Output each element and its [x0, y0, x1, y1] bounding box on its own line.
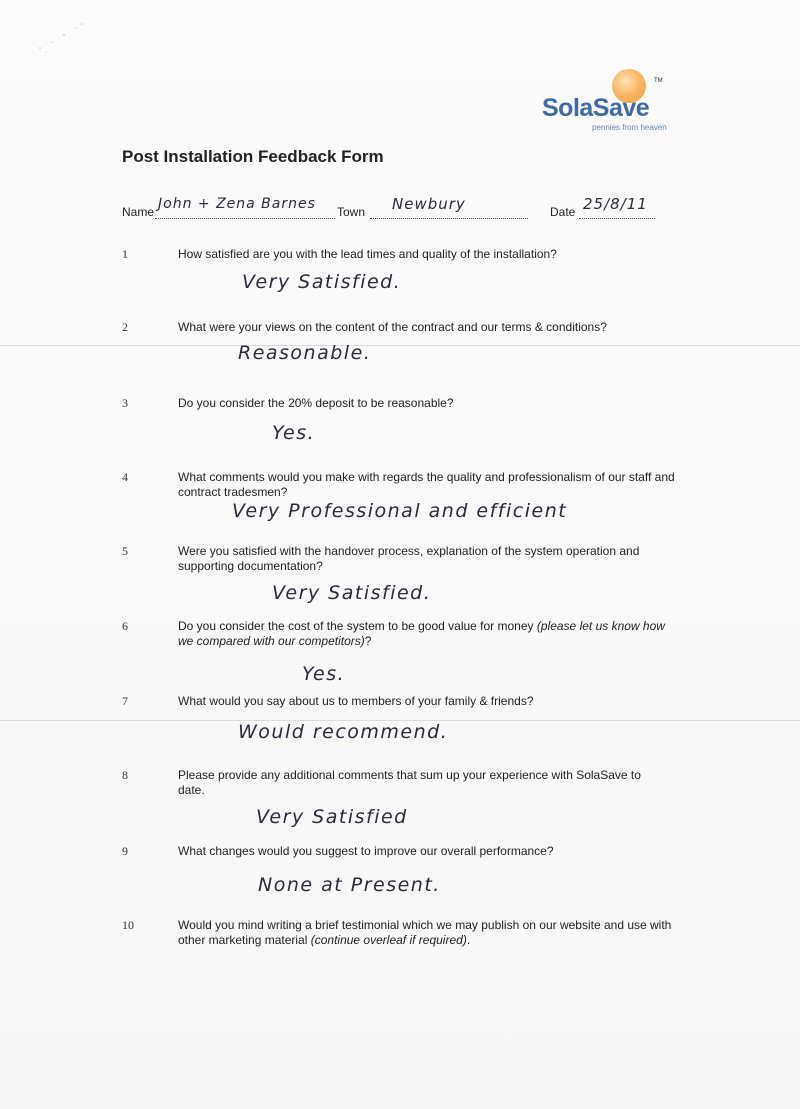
handwritten-answer: Yes. — [302, 663, 346, 685]
brand-tagline: pennies from heaven — [592, 123, 667, 132]
question-text: How satisfied are you with the lead times and quality of the installation? — [178, 247, 557, 261]
handwritten-answer: Very Professional and efficient — [232, 500, 568, 522]
question-number: 1 — [122, 247, 128, 261]
date-label: Date — [550, 205, 576, 219]
trademark-mark: TM — [654, 78, 663, 84]
question-number: 9 — [122, 844, 128, 858]
question-text: What comments would you make with regards the quality and professionalism of our staff and contract tradesmen? — [178, 470, 675, 499]
question-text-note: (please let us know how we compared with our competitors) — [178, 619, 665, 648]
question-text: Do you consider the 20% deposit to be reasonable? — [178, 396, 454, 410]
town-value: Newbury — [392, 195, 466, 213]
question-number: 2 — [122, 320, 128, 334]
handwritten-answer: Reasonable. — [238, 342, 372, 364]
question-text — [178, 619, 678, 649]
brand-name: SolaSave — [542, 94, 650, 122]
question-text-main: Do you consider the cost of the system to be good value for money — [178, 619, 534, 633]
town-label: Town — [337, 205, 366, 219]
question-text: What were your views on the content of the contract and our terms & conditions? — [178, 320, 607, 334]
paper-fold-line — [0, 345, 800, 346]
question-text: Please provide any additional comments that sum up your experience with SolaSave to date. — [178, 768, 641, 797]
paper-speckle — [30, 20, 90, 60]
question-number: 4 — [122, 470, 128, 484]
name-value: John + Zena Barnes — [158, 196, 316, 212]
question-text: Were you satisfied with the handover process, explanation of the system operation and supporting documentation? — [178, 544, 640, 573]
handwritten-answer: Very Satisfied. — [272, 582, 432, 604]
question-text-main: Would you mind writing a brief testimonial which we may publish on our website and use with other marketing material — [178, 918, 672, 947]
question-number: 6 — [122, 619, 128, 633]
question-number: 5 — [122, 544, 128, 558]
question-text-note: (continue overleaf if required) — [310, 933, 467, 947]
handwritten-answer: Very Satisfied. — [242, 271, 402, 293]
handwritten-answer: None at Present. — [258, 874, 441, 896]
question-text: What changes would you suggest to improve our overall performance? — [178, 844, 554, 858]
question-number: 3 — [122, 396, 128, 410]
question-text-tail: . — [466, 933, 471, 947]
solasave-logo — [540, 66, 670, 136]
handwritten-answer: Would recommend. — [238, 721, 449, 743]
handwritten-answer: Very Satisfied — [256, 806, 408, 828]
form-title: Post Installation Feedback Form — [122, 147, 384, 166]
question-number: 10 — [122, 918, 134, 932]
question-text — [178, 918, 678, 948]
question-text-tail: ? — [364, 634, 372, 648]
question-number: 7 — [122, 694, 128, 708]
date-value: 25/8/11 — [583, 195, 648, 213]
question-number: 8 — [122, 768, 128, 782]
handwritten-answer: Yes. — [272, 422, 316, 444]
question-text: What would you say about us to members of your family & friends? — [178, 694, 534, 708]
name-label: Name — [122, 205, 155, 219]
